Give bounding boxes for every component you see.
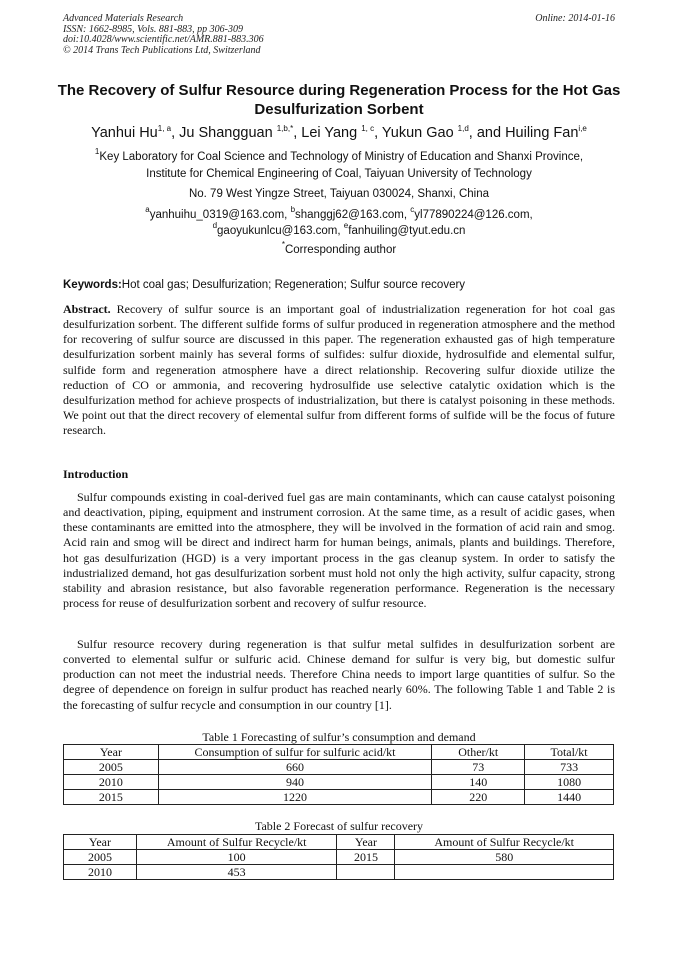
table-header: Amount of Sulfur Recycle/kt xyxy=(136,835,337,850)
corresponding-note: *Corresponding author xyxy=(281,240,397,256)
author-sup: 1, c xyxy=(361,124,375,133)
table-header: Amount of Sulfur Recycle/kt xyxy=(395,835,614,850)
table-cell: 2015 xyxy=(337,850,395,865)
table-cell: 2015 xyxy=(64,790,159,805)
table-cell: 453 xyxy=(136,865,337,880)
table-cell: 220 xyxy=(432,790,525,805)
table2-caption: Table 2 Forecast of sulfur recovery xyxy=(254,819,424,833)
email-d[interactable]: gaoyukunlcu@163.com, xyxy=(217,224,341,237)
author-name: Huiling Fan xyxy=(505,125,579,141)
table-row xyxy=(64,850,614,865)
author-list: Yanhui Hu$^{1, a}$, Ju Shangguan $^{1,b,*}$, Lei Yang $^{1, c}$, Yukun Gao $^{1,d}$, and Huiling Fan$^{i,e}$ xyxy=(91,124,587,141)
email-c[interactable]: yl77890224@126.com, xyxy=(414,209,533,221)
table-cell: 660 xyxy=(158,760,431,775)
keywords-text: Hot coal gas; Desulfurization; Regeneration; Sulfur source recovery xyxy=(121,279,466,291)
table-header-row xyxy=(64,835,614,850)
table-row xyxy=(64,865,614,880)
intro-paragraph-1: Sulfur compounds existing in coal-derived fuel gas are main contaminants, which can cause catalyst poisoning and deactivation, piping, equipment and instrument corrosion. At the same time, as a result of acidic gases, when these contaminants are emitted into the atmosphere, they will be involved in the formation of acid rain and smog. Acid rain and smog will be direct and indirect harm for human beings, animals, plants and buildings. Therefore, hot gas desulfurization (HGD) is a very important process in the gas cleanup system. In order to satisfy the industrialized demand, hot gas desulfurization sorbent must hold not only the high activity, sulfur capacity, strong stability and abrasion resistance, but also favorable regeneration performance. Regeneration is the necessary process for reuse of desulfurization sorbent and recovery of sulfur resource. xyxy=(63,490,615,611)
email-a[interactable]: yanhuihu_0319@163.com, xyxy=(149,209,288,221)
affiliation-sup: 1 xyxy=(94,147,100,156)
table-cell: 940 xyxy=(158,775,431,790)
table-header-row xyxy=(64,745,614,760)
table-cell: 2005 xyxy=(64,760,159,775)
affiliation xyxy=(40,149,638,182)
table-cell: 733 xyxy=(525,760,614,775)
table-cell xyxy=(337,865,395,880)
table-cell: 100 xyxy=(136,850,337,865)
author-name: Ju Shangguan xyxy=(179,125,273,141)
author-sup: 1,b,* xyxy=(276,124,294,133)
table-row xyxy=(64,790,614,805)
journal-name: Advanced Materials Research xyxy=(63,13,184,24)
abstract-label: Abstract. xyxy=(63,302,111,316)
intro-paragraph-2: Sulfur resource recovery during regeneration is that sulfur metal sulfides in desulfurization sorbent are converted to elemental sulfur or sulfuric acid. Chinese demand for sulfur is very big, but domestic sulfur production can not meet the industrial needs. Therefore China needs to import large quantities of sulfur. So the degree of dependence on foreign in sulfur product has reached nearly 60%. The following Table 1 and Table 2 is the forecasting of sulfur recycle and consumption in our country [1]. xyxy=(63,637,615,712)
author-name: Yukun Gao xyxy=(381,125,454,141)
table1-caption: Table 1 Forecasting of sulfur’s consumption and demand xyxy=(202,730,476,744)
issn: ISSN: 1662-8985, Vols. 881-883, pp 306-309 xyxy=(63,23,243,35)
table2 xyxy=(63,834,614,880)
journal-header xyxy=(63,14,264,56)
table-cell: 2010 xyxy=(64,865,137,880)
table-cell: 2010 xyxy=(64,775,159,790)
table-header: Other/kt xyxy=(432,745,525,760)
table-cell: 1080 xyxy=(525,775,614,790)
address: No. 79 West Yingze Street, Taiyuan 030024, Shanxi, China xyxy=(188,188,490,200)
abstract xyxy=(63,302,615,438)
author-sup: 1,d xyxy=(457,124,469,133)
table-row xyxy=(64,760,614,775)
table-header: Consumption of sulfur for sulfuric acid/kt xyxy=(158,745,431,760)
abstract-text: Recovery of sulfur source is an important goal of industrialization regeneration for hot coal gas desulfurization sorbent. The different sulfide forms of sulfur produced in regeneration atmosphere and the method for recovering of sulfur source are discussed in this paper. The regeneration exhausted gas of high temperature desulfurization sorbent mainly has several forms of sulfides: sulfur dioxide, hydrosulfide and elemental sulfur, sulfide form and regeneration atmosphere have a direct relationship. Recovering sulfur dioxide utilize the reduction of CO or ammonia, and recovering hydrosulfide use selective catalytic oxidation which is the desulfurization method for achieve prospects of industrialization, but there is catalyst poisoning in these methods. We point out that the direct recovery of elemental sulfur from different forms of sulfide will be the focus of future research. xyxy=(63,302,615,438)
table-cell: 140 xyxy=(432,775,525,790)
table-cell: 73 xyxy=(432,760,525,775)
introduction-heading: Introduction xyxy=(63,467,129,481)
table-cell: 2005 xyxy=(64,850,137,865)
author-name: Yanhui Hu xyxy=(91,125,158,141)
table-row xyxy=(64,775,614,790)
table-header: Year xyxy=(337,835,395,850)
author-sup: i,e xyxy=(578,124,587,133)
author-sup: 1, a xyxy=(157,124,172,133)
copyright: © 2014 Trans Tech Publications Ltd, Switzerland xyxy=(63,44,261,56)
online-date: Online: 2014-01-16 xyxy=(535,13,615,24)
table-header: Year xyxy=(64,745,159,760)
email-e[interactable]: fanhuiling@tyut.edu.cn xyxy=(348,224,466,237)
keywords xyxy=(63,278,615,293)
table-header: Total/kt xyxy=(525,745,614,760)
email-list: $^a$yanhuihu_0319@163.com, $^b$shanggj62@163.com, $^c$yl77890224@126.com, $^d$gaoyukunlcu@163.com, $^e$fanhuiling@tyut.edu.cn xyxy=(145,205,533,237)
table-header: Year xyxy=(64,835,137,850)
author-name: Lei Yang xyxy=(301,125,358,141)
doi: doi:10.4028/www.scientific.net/AMR.881-883.306 xyxy=(63,34,264,45)
affiliation-line2: Institute for Chemical Engineering of Coal, Taiyuan University of Technology xyxy=(146,167,532,180)
table-cell: 580 xyxy=(395,850,614,865)
table-cell xyxy=(395,865,614,880)
email-b[interactable]: shanggj62@163.com, xyxy=(295,209,408,221)
table-cell: 1220 xyxy=(158,790,431,805)
table-cell: 1440 xyxy=(525,790,614,805)
keywords-label: Keywords: xyxy=(63,279,122,291)
table1 xyxy=(63,744,614,805)
affiliation-line1: Key Laboratory for Coal Science and Technology of Ministry of Education and Shanxi Province, xyxy=(99,151,584,163)
paper-title: The Recovery of Sulfur Resource during Regeneration Process for the Hot Gas Desulfurization Sorbent xyxy=(57,82,621,118)
